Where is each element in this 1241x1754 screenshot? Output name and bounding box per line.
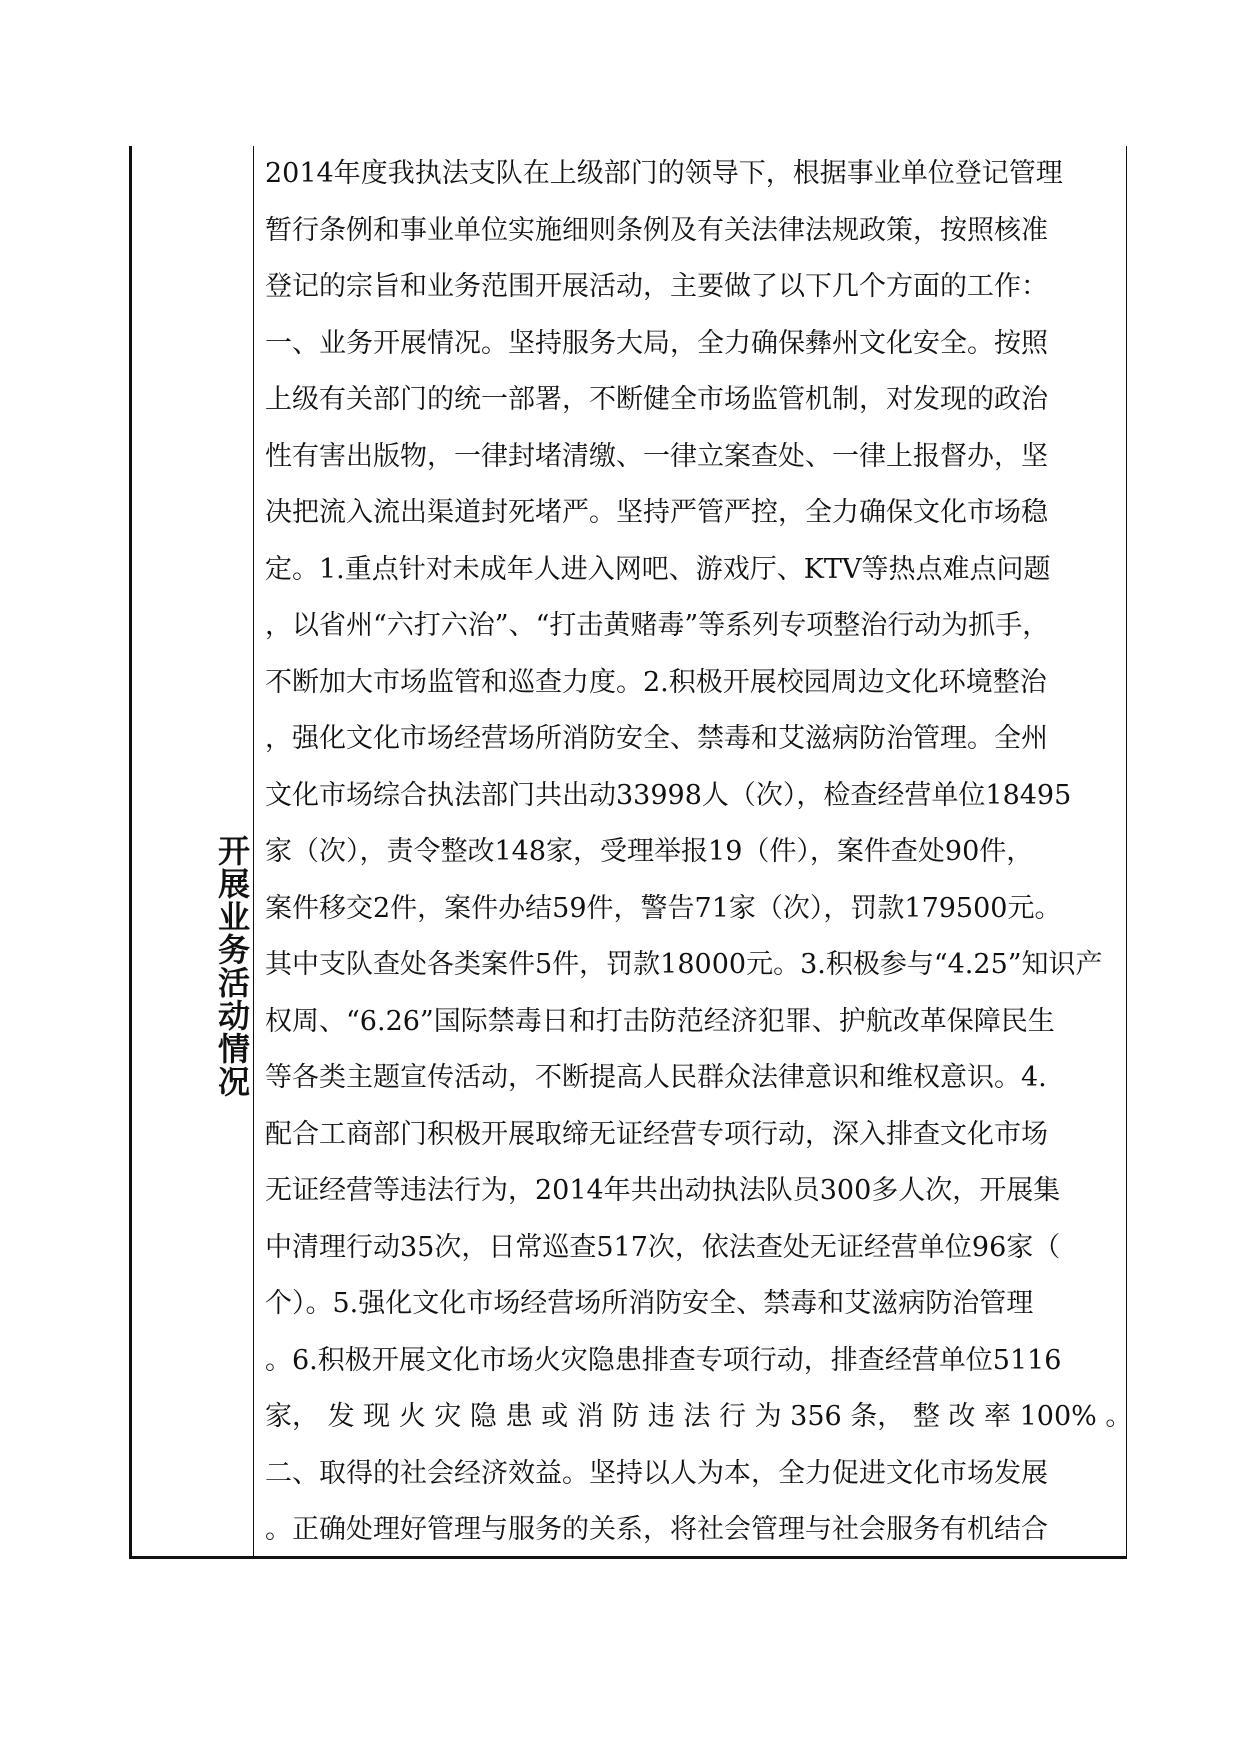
body-line: 等各类主题宣传活动，不断提高人民群众法律意识和维权意识。4. <box>265 1062 1047 1093</box>
body-line: 性有害出版物，一律封堵清缴、一律立案查处、一律上报督办，坚 <box>265 440 1048 472</box>
body-line: 。6.积极开展文化市场火灾隐患排查专项行动，排查经营单位5116 <box>265 1344 1062 1376</box>
body-line: 案件移交2件，案件办结59件，警告71家（次），罚款179500元。 <box>265 892 1062 924</box>
section-label: 开展业务活动情况 <box>213 834 251 1098</box>
section-content-cell <box>255 146 1133 1556</box>
body-line: 权周、“6.26”国际禁毒日和打击防范经济犯罪、护航改革保障民生 <box>265 1005 1055 1037</box>
body-line: 。正确处理好管理与服务的关系，将社会管理与社会服务有机结合 <box>265 1514 1048 1545</box>
body-line: 文化市场综合执法部门共出动33998人（次），检查经营单位18495 <box>265 779 1072 811</box>
body-line: 家（次），责令整改148家，受理举报19（件），案件查处90件， <box>265 836 1034 867</box>
body-line: 一、业务开展情况。坚持服务大局，全力确保彝州文化安全。按照 <box>265 327 1048 359</box>
body-line: 定。1.重点针对未成年人进入网吧、游戏厅、KTV等热点难点问题 <box>265 553 1051 585</box>
section-body <box>265 146 1133 1559</box>
body-line: 其中支队查处各类案件5件，罚款18000元。3.积极参与“4.25”知识产 <box>265 949 1103 980</box>
body-line: ，强化文化市场经营场所消防安全、禁毒和艾滋病防治管理。全州 <box>265 723 1048 754</box>
body-line: 登记的宗旨和业务范围开展活动，主要做了以下几个方面的工作： <box>265 271 1048 302</box>
body-line: 不断加大市场监管和巡查力度。2.积极开展校园周边文化环境整治 <box>265 666 1047 698</box>
body-line: 个）。5.强化文化市场经营场所消防安全、禁毒和艾滋病防治管理 <box>265 1288 1034 1319</box>
body-line: 上级有关部门的统一部署，不断健全市场监管机制，对发现的政治 <box>265 384 1048 415</box>
body-line: 决把流入流出渠道封死堵严。坚持严管严控，全力确保文化市场稳 <box>265 497 1048 528</box>
body-line: 配合工商部门积极开展取缔无证经营专项行动，深入排查文化市场 <box>265 1118 1048 1150</box>
body-line: ，以省州“六打六治”、“打击黄赌毒”等系列专项整治行动为抓手， <box>265 610 1050 641</box>
body-line: 暂行条例和事业单位实施细则条例及有关法律法规政策，按照核准 <box>265 214 1048 246</box>
body-line: 2014年度我执法支队在上级部门的领导下，根据事业单位登记管理 <box>265 158 1063 189</box>
body-line: 无证经营等违法行为，2014年共出动执法队员300多人次，开展集 <box>265 1175 1061 1206</box>
activity-table <box>129 146 1133 1559</box>
body-line: 家， 发 现 火 灾 隐 患 或 消 防 违 法 行 为 356 条， 整 改 率 100% 。 <box>265 1401 1133 1432</box>
body-line: 二、取得的社会经济效益。坚持以人为本，全力促进文化市场发展 <box>265 1457 1048 1489</box>
section-label-cell <box>132 146 254 1556</box>
body-line: 中清理行动35次，日常巡查517次，依法查处无证经营单位96家（ <box>265 1231 1061 1263</box>
